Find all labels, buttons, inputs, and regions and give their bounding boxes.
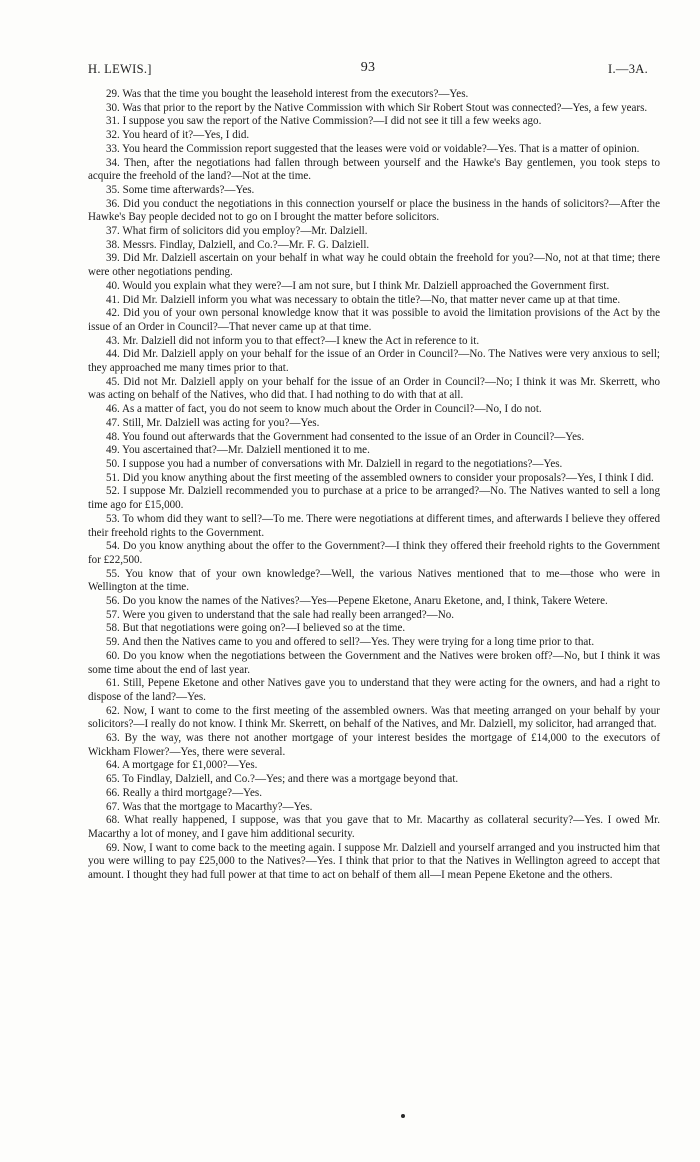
- question-answer-paragraph: 66. Really a third mortgage?—Yes.: [106, 786, 262, 799]
- question-answer-paragraph: 65. To Findlay, Dalziell, and Co.?—Yes; and there was a mortgage beyond that.: [106, 773, 459, 786]
- question-answer-paragraph: 51. Did you know anything about the first meeting of the assembled owners to consider your proposals?—Yes, I think I did.: [106, 471, 654, 484]
- question-answer-paragraph: 61. Still, Pepene Eketone and other Natives gave you to understand that they were acting for the owners, and had a right to dispose of the land?—Yes.: [88, 677, 660, 703]
- question-answer-paragraph: 42. Did you of your own personal knowledge know that it was possible to avoid the limitation provisions of the Act by the issue of an Order in Council?—That never came up at that time.: [88, 307, 660, 333]
- question-answer-paragraph: 39. Did Mr. Dalziell ascertain on your behalf in what way he could obtain the freehold for you?—No, not at that time; there were other negotiations pending.: [88, 252, 660, 279]
- question-answer-paragraph: 58. But that negotiations were going on?—I believed so at the time.: [106, 622, 406, 635]
- question-answer-paragraph: 59. And then the Natives came to you and offered to sell?—Yes. They were trying for a long time prior to that.: [106, 636, 595, 649]
- question-answer-paragraph: 36. Did you conduct the negotiations in this connection yourself or place the business in the hands of solicitors?—After the Hawke's Bay people decided not to go on I brought the matter before solicitors.: [88, 197, 660, 224]
- page-number: 93: [360, 60, 376, 75]
- question-answer-paragraph: 46. As a matter of fact, you do not seem to know much about the Order in Council?—No, I do not.: [106, 403, 542, 416]
- question-answer-paragraph: 55. You know that of your own knowledge?—Well, the various Natives mentioned that to me—those who were in Wellington at the time.: [88, 567, 660, 594]
- question-answer-paragraph: 60. Do you know when the negotiations between the Government and the Natives were broken off?—No, but I think it was some time about the end of last year.: [88, 649, 660, 676]
- question-answer-paragraph: 45. Did not Mr. Dalziell apply on your behalf for the issue of an Order in Council?—No; I think it was Mr. Skerrett, who was acting on behalf of the Natives, who did that. I had nothing to do with that at all.: [88, 375, 660, 402]
- question-answer-paragraph: 44. Did Mr. Dalziell apply on your behalf for the issue of an Order in Council?—No. The Natives were very anxious to sell; they approached me many times prior to that.: [88, 348, 660, 375]
- question-answer-paragraph: 68. What really happened, I suppose, was that you gave that to Mr. Macarthy as collateral security?—Yes. I owed Mr. Macarthy a lot of money, and I gave him additional security.: [88, 814, 660, 840]
- question-answer-paragraph: 29. Was that the time you bought the leasehold interest from the executors?—Yes.: [106, 88, 469, 100]
- question-answer-paragraph: 32. You heard of it?—Yes, I did.: [106, 129, 250, 142]
- question-answer-paragraph: 48. You found out afterwards that the Government had consented to the issue of an Order in Council?—Yes.: [106, 430, 585, 443]
- page-header: [88, 62, 648, 82]
- question-answer-paragraph: 64. A mortgage for £1,000?—Yes.: [106, 759, 258, 772]
- question-answer-paragraph: 41. Did Mr. Dalziell inform you what was necessary to obtain the title?—No, that matter never came up at that time.: [106, 293, 621, 306]
- question-answer-paragraph: 40. Would you explain what they were?—I am not sure, but I think Mr. Dalziell approached the Government first.: [106, 279, 610, 292]
- question-answer-paragraph: 69. Now, I want to come back to the meeting again. I suppose Mr. Dalziell and yourself arranged and you instructed him that you were willing to pay £25,000 to the Natives?—Yes. I think that prior to that the Natives in Wellington agreed to accept that amount. I thought they had full power at that time to act on behalf of them all—I mean Pepene Eketone and the others.: [88, 841, 660, 882]
- header-witness-name: H. LEWIS.]: [88, 62, 152, 76]
- question-answer-paragraph: 50. I suppose you had a number of conversations with Mr. Dalziell in regard to the negotiations?—Yes.: [106, 457, 563, 470]
- question-answer-paragraph: 62. Now, I want to come to the first meeting of the assembled owners. Was that meeting arranged on your behalf by your solicitors?—I really do not know. I think Mr. Skerrett, on behalf of the Natives, and Mr. Dalziell, my solicitor, had arranged that.: [88, 704, 660, 731]
- question-answer-paragraph: 67. Was that the mortgage to Macarthy?—Yes.: [106, 800, 313, 813]
- ink-dot: [401, 1114, 405, 1118]
- question-answer-paragraph: 56. Do you know the names of the Natives?—Yes—Pepene Eketone, Anaru Eketone, and, I think, Takere Wetere.: [106, 595, 608, 608]
- question-answer-paragraph: 35. Some time afterwards?—Yes.: [106, 183, 255, 196]
- question-answer-paragraph: 30. Was that prior to the report by the Native Commission with which Sir Robert Stout was connected?—Yes, a few years.: [106, 101, 648, 114]
- question-answer-paragraph: 52. I suppose Mr. Dalziell recommended you to purchase at a price to be arranged?—No. The Natives wanted to sell a long time ago for £15,000.: [88, 485, 660, 512]
- question-answer-paragraph: 33. You heard the Commission report suggested that the leases were void or voidable?—Yes. That is a matter of opinion.: [106, 142, 640, 155]
- question-answer-paragraph: 57. Were you given to understand that the sale had really been arranged?—No.: [106, 608, 454, 621]
- document-reference: I.—3A.: [608, 62, 648, 76]
- question-answer-paragraph: 37. What firm of solicitors did you employ?—Mr. Dalziell.: [106, 225, 368, 238]
- question-answer-paragraph: 38. Messrs. Findlay, Dalziell, and Co.?—Mr. F. G. Dalziell.: [106, 238, 370, 251]
- question-answer-paragraph: 54. Do you know anything about the offer to the Government?—I think they offered their freehold rights to the Government for £22,500.: [88, 540, 660, 566]
- question-answer-paragraph: 63. By the way, was there not another mortgage of your interest besides the mortgage of £14,000 to the executors of Wickham Flower?—Yes, there were several.: [88, 732, 660, 758]
- question-answer-paragraph: 49. You ascertained that?—Mr. Dalziell mentioned it to me.: [106, 444, 370, 457]
- question-answer-paragraph: 47. Still, Mr. Dalziell was acting for you?—Yes.: [106, 416, 320, 429]
- question-answer-paragraph: 43. Mr. Dalziell did not inform you to that effect?—I knew the Act in reference to it.: [106, 334, 480, 347]
- transcript-body: [88, 88, 660, 883]
- question-answer-paragraph: 34. Then, after the negotiations had fallen through between yourself and the Hawke's Bay gentlemen, you took steps to acquire the freehold of the land?—Not at the time.: [88, 156, 660, 183]
- question-answer-paragraph: 31. I suppose you saw the report of the Native Commission?—I did not see it till a few weeks ago.: [106, 115, 542, 128]
- question-answer-paragraph: 53. To whom did they want to sell?—To me. There were negotiations at different times, and afterwards I believe they offered their freehold rights to the Government.: [88, 512, 660, 539]
